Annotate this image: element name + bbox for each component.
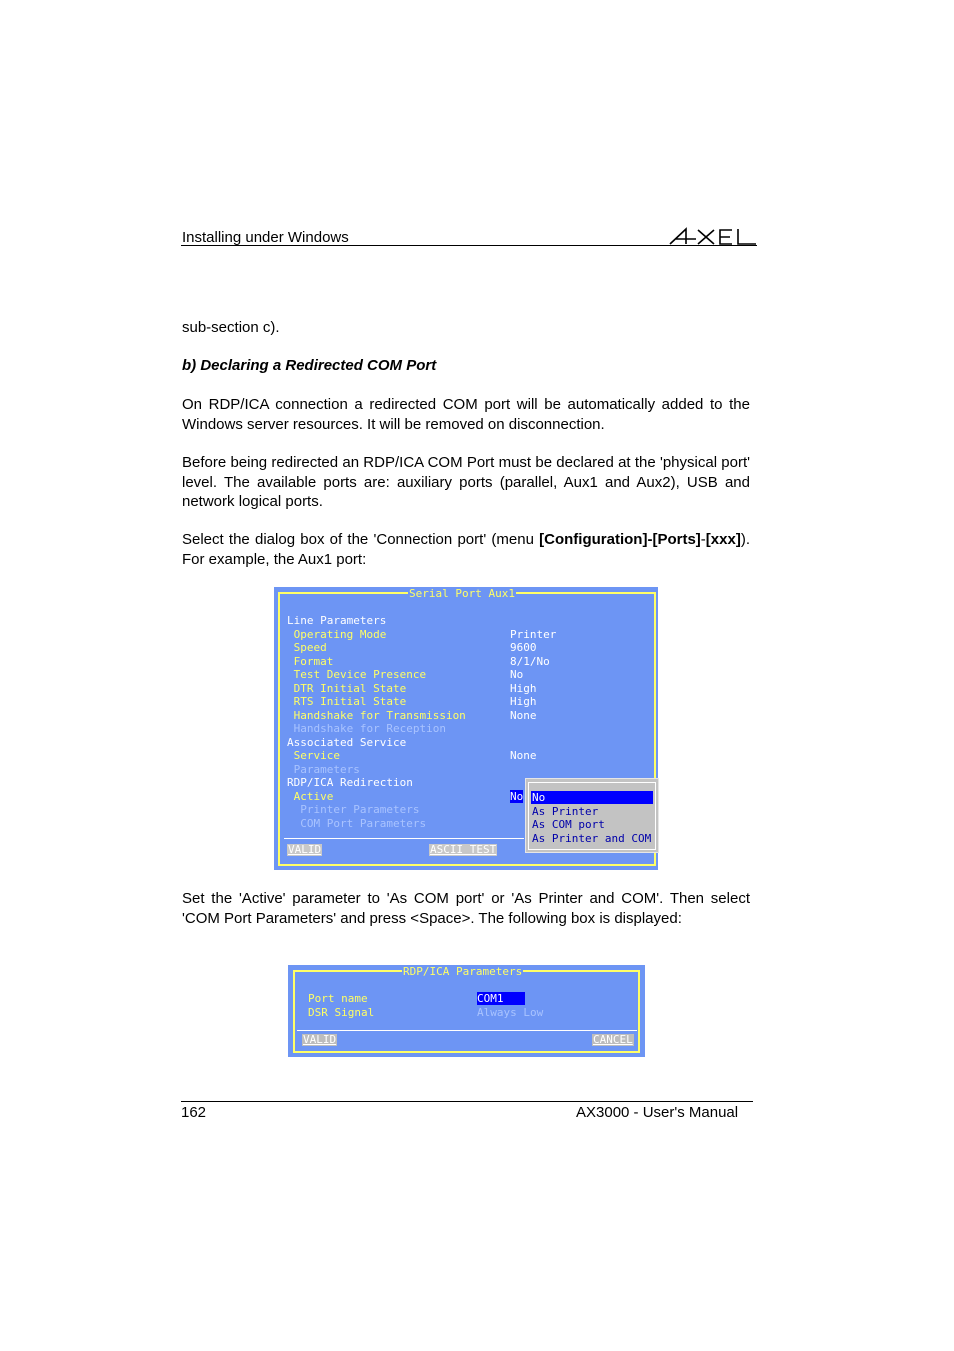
footer-rule [181, 1101, 753, 1102]
dialog-title: Serial Port Aux1 [409, 587, 515, 600]
param-label: Handshake for Reception [287, 722, 446, 735]
header-rule [181, 245, 757, 246]
dropdown-option[interactable]: As Printer and COM [532, 831, 652, 845]
axel-logo [668, 225, 758, 247]
page-number: 162 [181, 1104, 207, 1121]
dropdown-border [528, 782, 656, 850]
param-label[interactable]: Operating Mode [287, 627, 387, 641]
param-value[interactable]: High [510, 695, 537, 708]
port-name-label: Port name [308, 992, 368, 1005]
param-value[interactable]: 8/1/No [510, 654, 550, 668]
param-label[interactable]: Active [287, 789, 334, 803]
paragraph-select-dialog: Select the dialog box of the 'Connection port' (menu [Configuration]-[Ports]-[xxx]). For example, the Aux1 port: [182, 531, 750, 568]
paragraph-set-active: Set the 'Active' parameter to 'As COM port' or 'As Printer and COM'. Then select 'COM Port Parameters' and press <Space>. The following box is displayed: [182, 890, 750, 927]
valid-button[interactable]: VALID [288, 843, 322, 856]
param-label[interactable]: Speed [287, 641, 327, 654]
param-value[interactable]: No [510, 789, 524, 803]
param-value[interactable]: None [510, 749, 537, 762]
param-label: Line Parameters [287, 614, 387, 627]
param-label: Associated Service [287, 735, 407, 749]
param-label[interactable]: Handshake for Transmission [287, 708, 466, 722]
valid-button[interactable]: VALID [303, 1033, 337, 1046]
paragraph-subsection: sub-section c). [182, 319, 280, 336]
param-value[interactable]: None [510, 708, 537, 722]
section-heading: b) Declaring a Redirected COM Port [182, 357, 437, 374]
dsr-signal-value[interactable]: Always Low [477, 1006, 544, 1019]
param-label[interactable]: DTR Initial State [287, 681, 407, 695]
param-label[interactable]: Service [287, 749, 340, 762]
param-label: Printer Parameters [287, 803, 420, 816]
paragraph-redirection: On RDP/ICA connection a redirected COM port will be automatically added to the Windows server resources. It will be removed on disconnection. [182, 396, 750, 433]
param-value[interactable]: High [510, 681, 537, 695]
dropdown-option[interactable]: As COM port [532, 818, 605, 831]
param-label[interactable]: Test Device Presence [287, 668, 427, 681]
dsr-signal-label: DSR Signal [308, 1006, 375, 1019]
active-dropdown [525, 778, 659, 853]
param-value[interactable]: No [510, 668, 524, 681]
button-separator [284, 838, 524, 839]
paragraph-declaration: Before being redirected an RDP/ICA COM Port must be declared at the 'physical port' level. The available ports are: auxiliary ports (parallel, Aux1 and Aux2), USB and network logical ports. [182, 454, 750, 510]
port-name-input[interactable]: COM1 [477, 992, 525, 1005]
dropdown-option[interactable]: No [531, 791, 653, 804]
param-label[interactable]: RTS Initial State [287, 695, 407, 708]
running-header-title: Installing under Windows [182, 229, 349, 246]
rdp-ica-parameters-dialog [288, 965, 645, 1057]
serial-port-dialog [274, 587, 658, 870]
param-label[interactable]: Format [287, 654, 334, 668]
param-label: RDP/ICA Redirection [287, 776, 413, 789]
dropdown-option[interactable]: As Printer [532, 804, 599, 818]
param-value[interactable]: 9600 [510, 641, 537, 654]
cancel-button[interactable]: CANCEL [593, 1033, 633, 1046]
ascii-test-button[interactable]: ASCII TEST [430, 843, 497, 856]
button-separator [297, 1030, 637, 1031]
param-label: COM Port Parameters [287, 816, 427, 830]
dialog-title: RDP/ICA Parameters [403, 965, 523, 978]
param-label: Parameters [287, 762, 360, 776]
manual-title: AX3000 - User's Manual [576, 1104, 739, 1121]
param-value[interactable]: Printer [510, 627, 557, 641]
